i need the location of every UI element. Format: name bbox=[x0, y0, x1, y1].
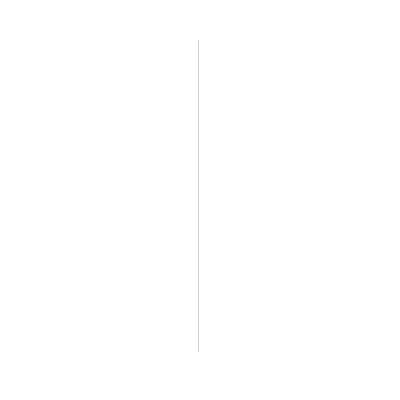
text-line bbox=[3, 208, 197, 216]
numbered-line bbox=[205, 44, 400, 52]
text-line bbox=[3, 134, 197, 142]
numbered-line bbox=[205, 77, 400, 85]
text-line bbox=[3, 322, 197, 330]
left-column bbox=[0, 34, 197, 356]
text-line bbox=[3, 93, 197, 101]
text-line bbox=[3, 241, 197, 249]
section-heading bbox=[205, 34, 400, 44]
text-line bbox=[3, 167, 197, 175]
text-line bbox=[3, 175, 197, 183]
numbered-line bbox=[205, 136, 400, 144]
numbered-line bbox=[205, 300, 400, 308]
text-line bbox=[3, 306, 197, 314]
numbered-line bbox=[205, 275, 400, 283]
numbered-line bbox=[205, 234, 400, 242]
text-line bbox=[3, 249, 197, 257]
numbered-line bbox=[205, 52, 400, 60]
text-line bbox=[3, 159, 197, 167]
numbered-line bbox=[205, 210, 400, 218]
numbered-line bbox=[205, 152, 400, 160]
text-line bbox=[3, 191, 197, 199]
text-line bbox=[3, 200, 197, 208]
text-line bbox=[3, 257, 197, 265]
text-line bbox=[3, 314, 197, 322]
numbered-line bbox=[205, 267, 400, 275]
text-line bbox=[3, 216, 197, 224]
two-column-body bbox=[0, 34, 400, 356]
numbered-line bbox=[205, 226, 400, 234]
numbered-line bbox=[205, 259, 400, 267]
numbered-line bbox=[205, 93, 400, 101]
numbered-line bbox=[205, 60, 400, 68]
numbered-line bbox=[205, 144, 400, 152]
text-line bbox=[3, 265, 197, 273]
text-line bbox=[3, 44, 197, 52]
text-line bbox=[3, 118, 197, 126]
numbered-line bbox=[205, 291, 400, 299]
numbered-line bbox=[205, 169, 400, 177]
text-line bbox=[3, 126, 197, 134]
numbered-line bbox=[205, 308, 400, 316]
numbered-line bbox=[205, 201, 400, 209]
text-line bbox=[3, 60, 197, 68]
text-line bbox=[3, 69, 197, 77]
numbered-line bbox=[205, 128, 400, 136]
numbered-line bbox=[205, 85, 400, 93]
text-line bbox=[3, 101, 197, 109]
numbered-line bbox=[205, 218, 400, 226]
text-line bbox=[3, 290, 197, 298]
text-line bbox=[3, 85, 197, 93]
numbered-line bbox=[205, 69, 400, 77]
numbered-line bbox=[205, 283, 400, 291]
section-heading bbox=[205, 110, 400, 120]
right-column bbox=[197, 34, 400, 356]
numbered-line bbox=[205, 177, 400, 185]
section-heading bbox=[3, 34, 197, 44]
numbered-line bbox=[205, 242, 400, 250]
text-line bbox=[3, 273, 197, 281]
text-line bbox=[3, 142, 197, 150]
text-line bbox=[3, 232, 197, 240]
text-line bbox=[3, 77, 197, 85]
numbered-line bbox=[205, 101, 400, 109]
numbered-line bbox=[205, 185, 400, 193]
numbered-line bbox=[205, 193, 400, 201]
text-line bbox=[3, 281, 197, 289]
numbered-line bbox=[205, 316, 400, 324]
text-line bbox=[3, 150, 197, 158]
numbered-line bbox=[205, 120, 400, 128]
numbered-line bbox=[205, 251, 400, 259]
text-line bbox=[3, 183, 197, 191]
page-footer bbox=[0, 364, 400, 374]
text-line bbox=[3, 110, 197, 118]
text-line bbox=[3, 224, 197, 232]
numbered-line bbox=[205, 160, 400, 168]
text-line bbox=[3, 298, 197, 306]
text-line bbox=[3, 52, 197, 60]
